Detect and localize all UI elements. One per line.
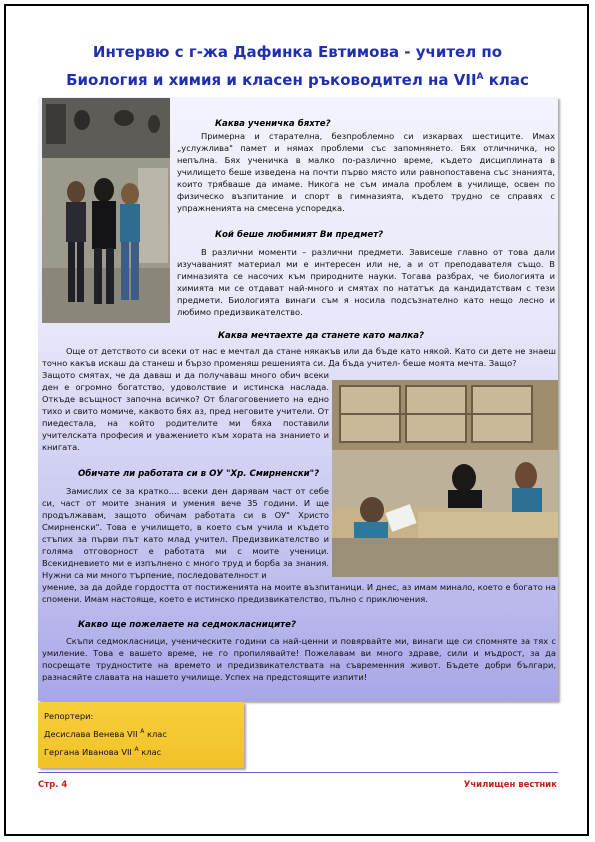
- answer-3-body: Защото смятах, че да даваш и да получаваш много обич всеки ден е огромно богатство, удоволствие и истинска наслада. Откъде всъщност започна всичко? От благоговението на едно тихо и свито момиче, каквото бях аз, пред неговите учители. От пиедестала, на който родителите ми бяха поставили учителската професия и уважението към хората на знанието и книгата.: [42, 370, 329, 452]
- title-line-2: Биология и химия и класен ръководител на VII: [66, 71, 477, 89]
- question-2: Кой беше любимият Ви предмет?: [215, 230, 384, 240]
- footer-divider: [38, 772, 558, 773]
- page-title: [30, 40, 565, 93]
- question-1: Каква ученичка бяхте?: [215, 119, 331, 129]
- question-4: Обичате ли работата си в ОУ "Хр. Смирненски"?: [78, 469, 320, 479]
- title-line-2-suffix: клас: [483, 71, 529, 89]
- title-class-sup: А: [476, 72, 484, 82]
- answer-3-intro: Още от детството си всеки от нас е мечтал да стане някакъв или да бъде като някой. Като си дете не знаеш точно какъв искаш да станеш и бързо променяш решенията си. Да бъда учител- беше моята мечта. Защо?: [42, 346, 556, 368]
- reporter-2-suffix: клас: [138, 746, 162, 757]
- reporter-2: [44, 742, 238, 760]
- title-line-1: Интервю с г-жа Дафинка Евтимова - учител по: [92, 43, 503, 61]
- question-5: Какво ще пожелаете на седмокласниците?: [78, 620, 296, 630]
- answer-1: Примерна и старателна, безпроблемно си изкарвах шестиците. Имах „услужлива" памет и нямах проблеми със запомнянето. Бях отличничка, но непълна. Бях ученичка в малко по-различно време, където дисциплината в училището беше изведена на почти първо място или равнопоставена със знанията, които трябваше да имаме. Никога не съм имала проблем в училище, освен по физическо възпитание и спорт в гимназията, където трудно се справях с упражненията на смесена успоредка.: [177, 131, 555, 213]
- reporter-1: [44, 724, 238, 742]
- reporter-2-name: Гергана Иванова VII: [44, 746, 135, 757]
- answer-4-body: Замислих се за кратко.... всеки ден дарявам част от себе си, част от моите знания и умения вече 35 години. И ще продължавам, защото обичам работата си в ОУ" Христо Смирненски". Това е училището, в което съм учила и където стъпих за първи път като млад учител. Предизвикателство и голяма отговорност е работата ми с моите ученици. Всекидневието ми е изпълнено с много труд и борба за знания. Нужни са ми много търпение, последователност и: [42, 486, 329, 580]
- reporter-1-name: Десислава Венева VII: [44, 728, 141, 739]
- reporter-1-suffix: клас: [144, 728, 167, 739]
- reporter-2-sup: А: [134, 745, 139, 753]
- teacher-students-photo: [42, 98, 170, 323]
- question-3: Каква мечтаехте да станете като малка?: [218, 331, 425, 341]
- answer-4-end: умение, за да дойде гордостта от постиженията на моите възпитаници. И днес, аз имам минало, което е богато на спомени. Имам настояще, което е истинско предизвикателство, пълно с приключения.: [42, 582, 556, 604]
- publication-name: Училищен вестник: [463, 780, 557, 790]
- answer-5: Скъпи седмокласници, ученическите години са най-ценни и повярвайте ми, винаги ще си спомняте за тях с умиление. Това е вашето време, не го пропилявайте! Пожелавам ви много здраве, сили и мъдрост, за да посрещате трудностите на времето и предизвикателствата на съвременния живот. Бъдете добри българи, разнасяйте славата на нашето училище. Успех на предстоящите изпити!: [42, 636, 556, 682]
- reporters-label: Репортери:: [44, 711, 94, 721]
- reporters-box: [38, 702, 244, 768]
- classroom-interview-photo: [332, 380, 558, 577]
- page-number: Стр. 4: [38, 780, 68, 790]
- answer-2: В различни моменти – различни предмети. Зависеше главно от това дали изучаваният материал ми е интересен или не, а и от преподавателя също. В гимназията се насочих към природните науки. Тогава разбрах, че биологията и химията ми се отдават най-много и смятах по нататък да кандидатствам с тези предмети. Биологията винаги съм я носила подсъзнателно като нещо лесно и любимо предизвикателство.: [177, 247, 555, 317]
- reporter-1-sup: А: [140, 728, 145, 735]
